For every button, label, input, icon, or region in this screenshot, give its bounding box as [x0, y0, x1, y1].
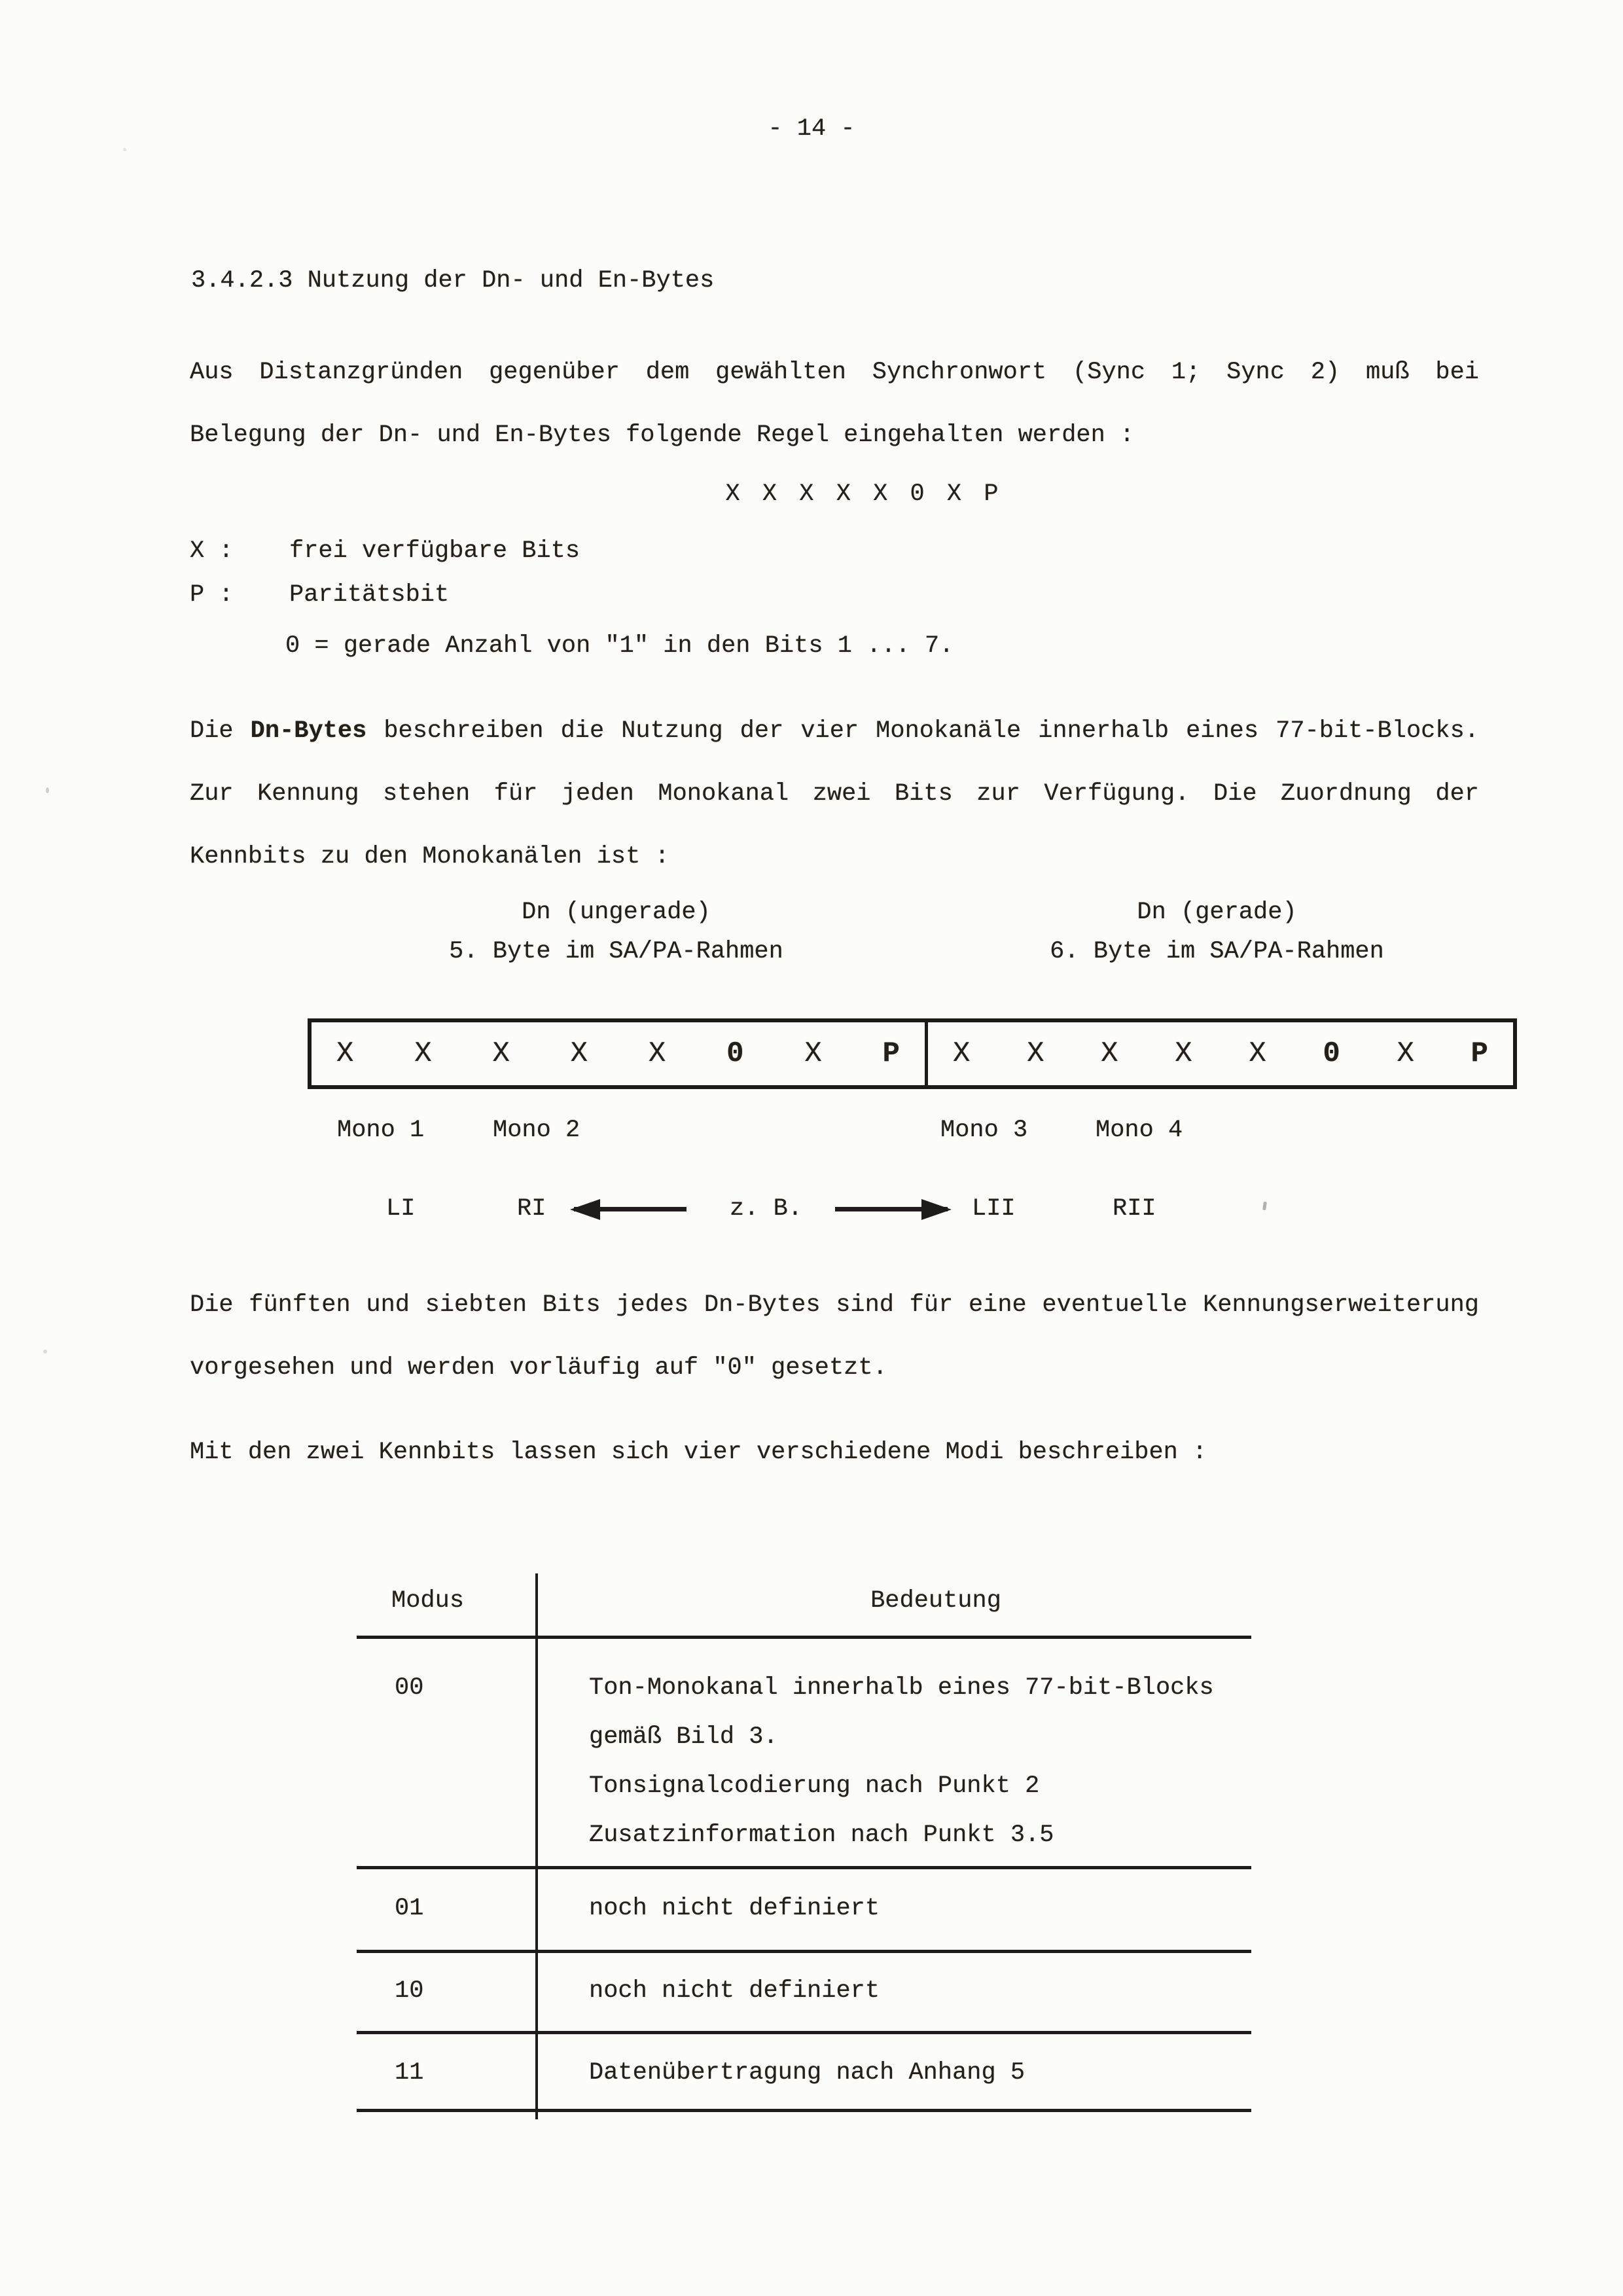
bit: X — [1249, 1037, 1266, 1070]
dn-bytes-line1-rest: beschreiben die Nutzung der vier Monokanäle innerhalb eines 77-bit-Blocks. — [383, 717, 1479, 745]
table-cell-line: Ton-Monokanal innerhalb eines 77-bit-Blocks — [589, 1674, 1214, 1702]
bit-parity: P — [1471, 1037, 1488, 1070]
fifth-bits-line-1: Die fünften und siebten Bits jedes Dn-Bytes sind für eine eventuelle Kennungserweiterung — [190, 1291, 1479, 1319]
bit-parity: P — [882, 1037, 900, 1070]
bit: X — [953, 1037, 971, 1070]
bit: X — [1175, 1037, 1192, 1070]
bit-zero: 0 — [1323, 1037, 1340, 1070]
table-row-01-modus: 01 — [395, 1895, 424, 1922]
table-cell-line: Tonsignalcodierung nach Punkt 2 — [589, 1772, 1040, 1800]
bit: X — [1027, 1037, 1044, 1070]
intro-paragraph — [190, 341, 1479, 467]
fifth-bits-paragraph — [190, 1274, 1479, 1399]
example-ri: RI — [517, 1195, 546, 1223]
table-row-11-modus: 11 — [395, 2059, 424, 2087]
table-cell-line: gemäß Bild 3. — [589, 1723, 778, 1751]
dn-bytes-line-2: Zur Kennung stehen für jeden Monokanal zwei Bits zur Verfügung. Die Zuordnung der — [190, 780, 1479, 808]
table-row-00-modus: 00 — [395, 1674, 424, 1702]
page-number: - 14 - — [768, 115, 855, 143]
section-heading: 3.4.2.3 Nutzung der Dn- und En-Bytes — [191, 267, 715, 295]
channel-label-mono3: Mono 3 — [940, 1117, 1028, 1144]
channel-label-mono1: Mono 1 — [337, 1117, 425, 1144]
table-header-modus: Modus — [391, 1587, 465, 1615]
bit: X — [648, 1037, 666, 1070]
intro-line-1: Aus Distanzgründen gegenüber dem gewählten Synchronwort (Sync 1; Sync 2) muß bei — [190, 359, 1479, 386]
table-rule — [357, 1636, 1251, 1639]
bit: X — [336, 1037, 354, 1070]
x-def-text: frei verfügbare Bits — [289, 537, 580, 565]
dn-even-title: Dn (gerade) — [1137, 899, 1297, 926]
dn-bytes-line1-prefix: Die — [190, 717, 234, 745]
bit-pattern-formula: X X X X X 0 X P — [725, 480, 1003, 508]
example-lii: LII — [972, 1195, 1016, 1223]
dn-bytes-term: Dn-Bytes — [250, 717, 367, 745]
bit: X — [570, 1037, 588, 1070]
modes-intro-line: Mit den zwei Kennbits lassen sich vier verschiedene Modi beschreiben : — [190, 1439, 1207, 1466]
byte-cell-even — [928, 1022, 1513, 1085]
channel-label-mono2: Mono 2 — [493, 1117, 580, 1144]
scan-speck — [46, 787, 49, 793]
fifth-bits-line-2: vorgesehen und werden vorläufig auf "0" gesetzt. — [190, 1354, 887, 1382]
table-row-11-bedeutung: Datenübertragung nach Anhang 5 — [589, 2059, 1026, 2087]
table-row-10-bedeutung: noch nicht definiert — [589, 1977, 880, 2005]
byte-box — [308, 1018, 1517, 1089]
intro-line-2: Belegung der Dn- und En-Bytes folgende Regel eingehalten werden : — [190, 422, 1135, 449]
scan-speck — [43, 1350, 47, 1354]
dn-even-subtitle: 6. Byte im SA/PA-Rahmen — [1050, 938, 1384, 965]
bit-zero: 0 — [726, 1037, 744, 1070]
dn-bytes-line-3: Kennbits zu den Monokanälen ist : — [190, 843, 669, 870]
table-cell-line: Zusatzinformation nach Punkt 3.5 — [589, 1821, 1054, 1849]
zero-def-text: 0 = gerade Anzahl von "1" in den Bits 1 ... 7. — [285, 632, 954, 660]
bit: X — [414, 1037, 432, 1070]
x-def-label: X : — [190, 537, 234, 565]
scan-speck — [1262, 1202, 1267, 1211]
table-column-divider — [535, 1573, 538, 2119]
table-row-10-modus: 10 — [395, 1977, 424, 2005]
table-rule — [357, 1866, 1251, 1869]
bit: X — [804, 1037, 822, 1070]
example-li: LI — [386, 1195, 416, 1223]
p-def-label: P : — [190, 581, 234, 609]
right-arrow-icon — [835, 1207, 948, 1211]
channel-label-mono4: Mono 4 — [1096, 1117, 1183, 1144]
bit: X — [1101, 1037, 1118, 1070]
table-rule — [357, 2031, 1251, 2034]
table-rule — [357, 2109, 1251, 2112]
left-arrow-icon — [574, 1207, 687, 1211]
table-row-01-bedeutung: noch nicht definiert — [589, 1895, 880, 1922]
byte-cell-odd — [312, 1022, 925, 1085]
bit: X — [492, 1037, 510, 1070]
p-def-text: Paritätsbit — [289, 581, 450, 609]
dn-bytes-line-1 — [190, 700, 1479, 762]
table-header-bedeutung: Bedeutung — [870, 1587, 1001, 1615]
table-row-00-bedeutung — [589, 1664, 1214, 1860]
bit: X — [1397, 1037, 1414, 1070]
example-rii: RII — [1113, 1195, 1156, 1223]
table-rule — [357, 1950, 1251, 1953]
dn-odd-subtitle: 5. Byte im SA/PA-Rahmen — [449, 938, 783, 965]
dn-odd-title: Dn (ungerade) — [522, 899, 711, 926]
scan-speck — [123, 148, 126, 151]
dn-bytes-paragraph — [190, 700, 1479, 888]
example-label: z. B. — [730, 1195, 803, 1223]
